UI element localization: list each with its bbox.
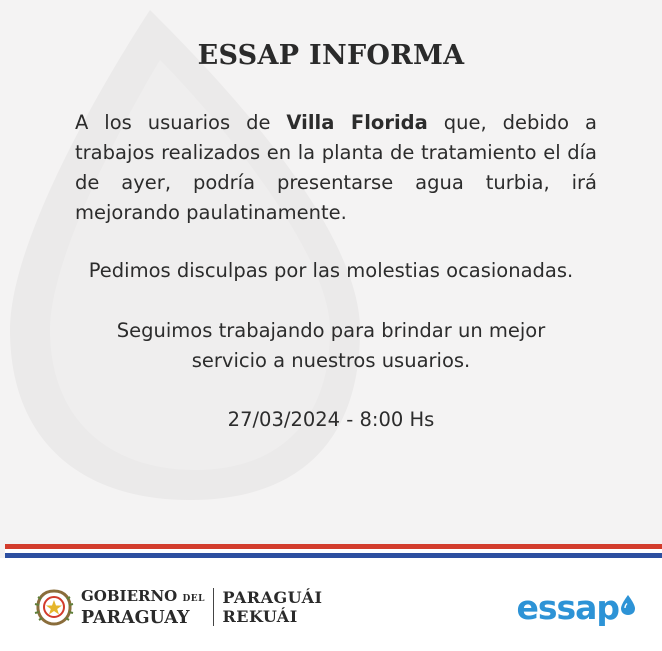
notice-intro-text: A los usuarios de [75, 111, 287, 134]
notice-paragraph [75, 108, 597, 228]
water-drop-icon [620, 594, 636, 616]
commitment-line-2: servicio a nuestros usuarios. [191, 349, 471, 372]
gov-line1-main: GOBIERNO [81, 586, 178, 605]
essap-logo [516, 590, 636, 626]
gov-line1-del: DEL [182, 593, 205, 604]
essap-wordmark: essap [516, 588, 619, 627]
datetime-text: 27/03/2024 - 8:00 Hs [227, 408, 435, 431]
gov-line2: PARAGUAY [81, 607, 190, 628]
commitment-text [0, 316, 662, 376]
footer [0, 558, 662, 651]
slogan-line2: REKUÁI [222, 607, 298, 626]
national-seal-icon [33, 587, 75, 627]
commitment-line-1: Seguimos trabajando para brindar un mejor [116, 319, 546, 342]
page-title: ESSAP INFORMA [197, 40, 465, 71]
logo-divider [213, 588, 215, 626]
government-logo [33, 587, 323, 627]
notice-body-text: que, debido a trabajos realizados en la planta de tratamiento el día de ayer, podría presentarse agua turbia, irá mejorando paulatinamente. [75, 111, 597, 224]
slogan-line1: PARAGUÁI [222, 588, 323, 607]
government-name [81, 587, 205, 628]
location-highlight: Villa Florida [286, 111, 428, 134]
government-slogan [222, 588, 322, 626]
apology-text: Pedimos disculpas por las molestias ocasionadas. [88, 259, 574, 282]
